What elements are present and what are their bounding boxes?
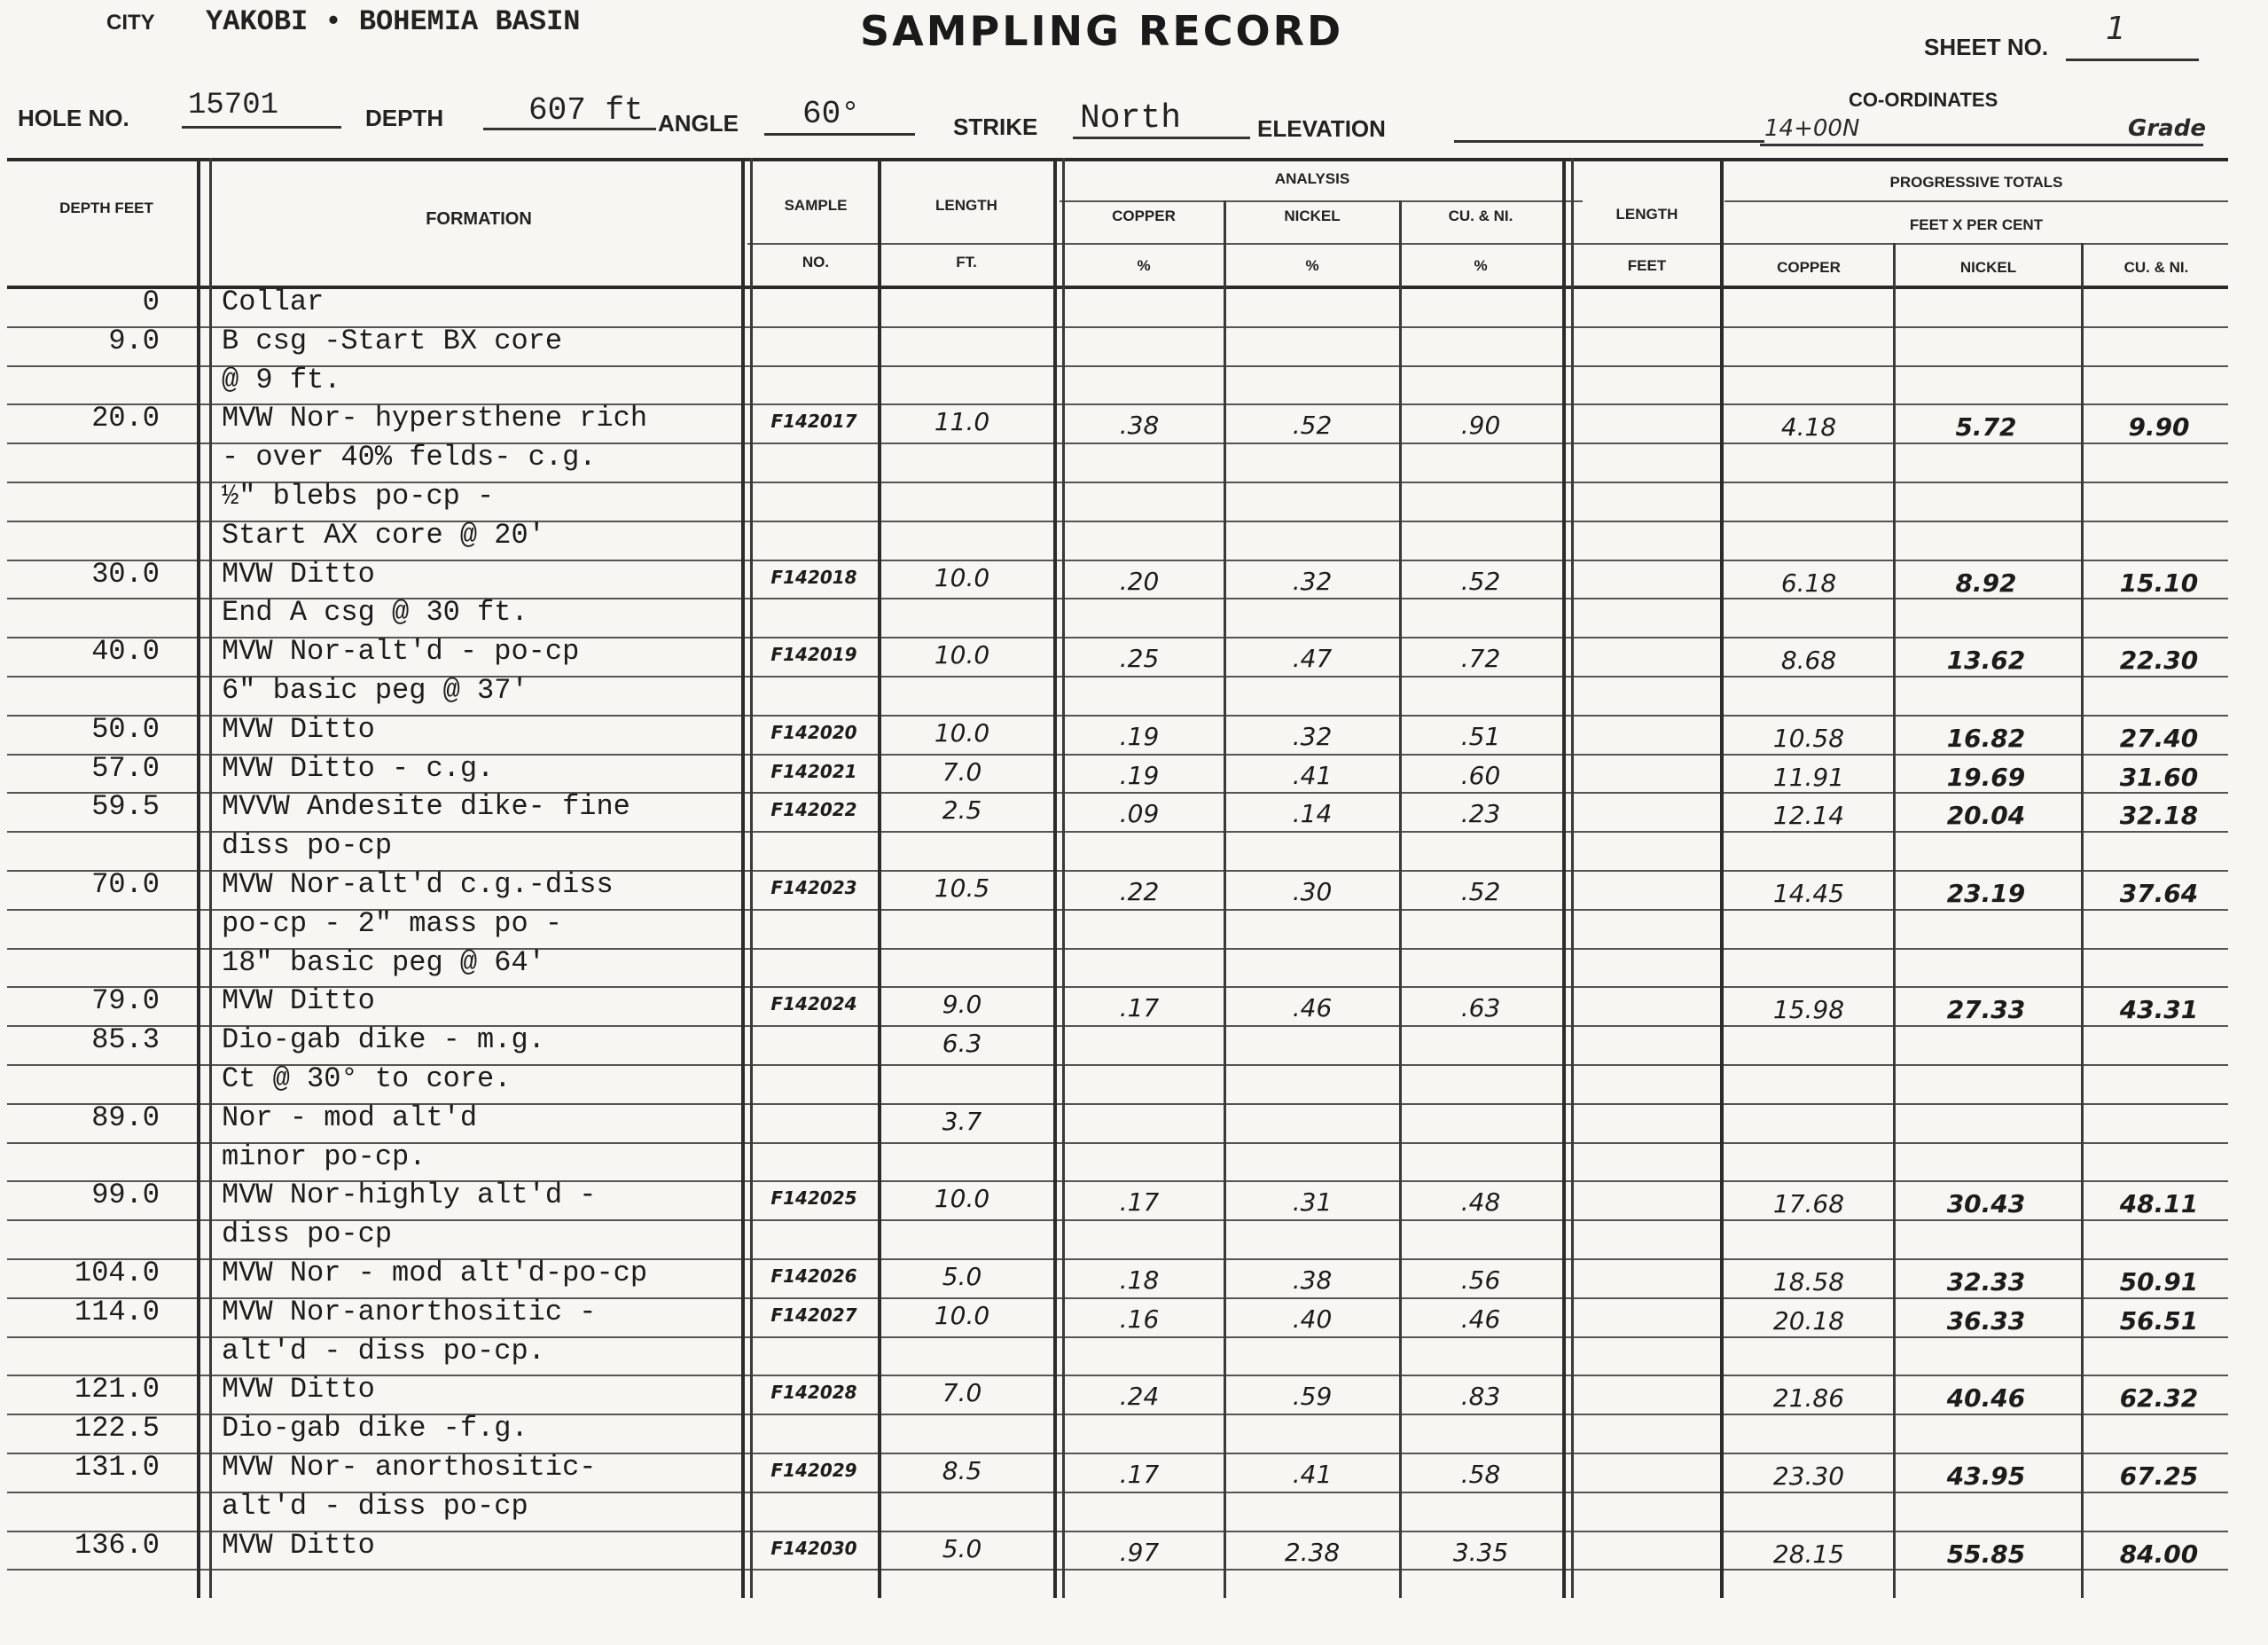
row-sample-no: F142029 bbox=[770, 1460, 857, 1481]
sheet-value: 1 bbox=[2106, 11, 2126, 47]
row-formation-line: Ct @ 30° to core. bbox=[222, 1062, 512, 1095]
row-depth: 85.3 bbox=[91, 1023, 160, 1057]
row-length: 10.0 bbox=[934, 1184, 990, 1214]
row-cuni: .90 bbox=[1460, 411, 1501, 441]
strike-underline bbox=[1073, 137, 1250, 139]
hole-value: 15701 bbox=[188, 89, 279, 122]
row-p-copper: 14.45 bbox=[1772, 879, 1845, 908]
row-p-copper: 8.68 bbox=[1780, 646, 1837, 676]
row-p-cuni: 9.90 bbox=[2128, 412, 2190, 443]
col-divider-depth-inner bbox=[209, 158, 212, 1598]
row-copper: .17 bbox=[1119, 993, 1160, 1023]
row-cuni: .52 bbox=[1460, 566, 1501, 596]
row-nickel: .30 bbox=[1292, 877, 1333, 906]
row-copper: .19 bbox=[1119, 721, 1160, 751]
sheet-underline bbox=[2066, 59, 2199, 61]
row-p-cuni: 37.64 bbox=[2119, 879, 2199, 908]
row-depth: 9.0 bbox=[108, 324, 160, 357]
row-p-cuni: 27.40 bbox=[2119, 723, 2199, 753]
row-p-nickel: 40.46 bbox=[1946, 1383, 2026, 1414]
row-length: 9.0 bbox=[942, 990, 982, 1020]
row-formation-line: MVW Nor- anorthositic- bbox=[222, 1451, 597, 1484]
hole-underline bbox=[182, 126, 341, 129]
row-nickel: .32 bbox=[1292, 566, 1333, 596]
row-p-cuni: 56.51 bbox=[2119, 1305, 2199, 1336]
row-p-copper: 15.98 bbox=[1772, 995, 1845, 1025]
row-p-copper: 6.18 bbox=[1780, 568, 1837, 598]
col-header-nickel-pct: % bbox=[1305, 257, 1319, 274]
row-cuni: 3.35 bbox=[1452, 1537, 1509, 1567]
row-formation-line: MVW Nor-anorthositic - bbox=[222, 1295, 597, 1328]
col-header-sample-no: NO. bbox=[802, 254, 830, 270]
row-depth: 114.0 bbox=[74, 1295, 160, 1328]
row-length: 5.0 bbox=[942, 1262, 982, 1291]
coordinates-value: 14+00N bbox=[1764, 115, 1860, 142]
row-depth: 79.0 bbox=[91, 984, 160, 1018]
row-p-nickel: 5.72 bbox=[1955, 412, 2017, 443]
row-copper: .97 bbox=[1119, 1537, 1160, 1567]
row-depth: 0 bbox=[142, 286, 160, 318]
col-divider-cuni-inner bbox=[1571, 158, 1574, 1598]
row-depth: 30.0 bbox=[91, 557, 160, 591]
row-p-copper: 28.15 bbox=[1772, 1539, 1845, 1569]
row-p-cuni: 48.11 bbox=[2119, 1189, 2199, 1219]
row-formation-line: MVW Nor-alt'd c.g.-diss bbox=[222, 868, 614, 901]
depth-underline bbox=[483, 128, 656, 130]
col-header-length2-feet: FEET bbox=[1627, 257, 1667, 274]
row-sample-no: F142020 bbox=[770, 721, 857, 743]
row-copper: .22 bbox=[1119, 877, 1160, 906]
row-cuni: .72 bbox=[1460, 644, 1501, 674]
col-divider-depth bbox=[197, 158, 200, 1598]
col-header-cuni-pct: % bbox=[1474, 257, 1488, 274]
row-formation-line: diss po-cp bbox=[222, 829, 393, 863]
row-p-nickel: 27.33 bbox=[1946, 995, 2026, 1025]
document-title: SAMPLING RECORD bbox=[860, 7, 1344, 55]
row-cuni: .52 bbox=[1460, 877, 1501, 906]
col-divider-copper bbox=[1224, 200, 1226, 1598]
col-divider-length bbox=[1053, 158, 1057, 1598]
row-depth: 40.0 bbox=[91, 635, 160, 669]
row-length: 5.0 bbox=[942, 1533, 982, 1563]
row-cuni: .48 bbox=[1460, 1187, 1501, 1218]
col-divider-length2 bbox=[1720, 158, 1724, 1598]
row-depth: 70.0 bbox=[91, 868, 160, 901]
row-p-cuni: 32.18 bbox=[2119, 801, 2199, 831]
row-p-nickel: 43.95 bbox=[1946, 1461, 2026, 1491]
row-depth: 57.0 bbox=[91, 751, 160, 785]
row-p-copper: 18.58 bbox=[1772, 1267, 1845, 1296]
row-sample-no: F142027 bbox=[770, 1304, 857, 1326]
col-header-sample: SAMPLE bbox=[784, 197, 848, 214]
row-nickel: .46 bbox=[1292, 993, 1333, 1023]
angle-value: 60° bbox=[802, 96, 860, 132]
row-nickel: .31 bbox=[1292, 1187, 1333, 1218]
row-formation-line: Dio-gab dike -f.g. bbox=[222, 1412, 528, 1445]
row-p-nickel: 16.82 bbox=[1946, 723, 2026, 753]
row-nickel: .47 bbox=[1292, 644, 1333, 674]
row-formation-line: alt'd - diss po-cp. bbox=[222, 1334, 545, 1367]
elevation-label: ELEVATION bbox=[1257, 115, 1386, 142]
row-length: 10.0 bbox=[934, 562, 990, 592]
row-cuni: .56 bbox=[1460, 1265, 1501, 1295]
row-p-nickel: 32.33 bbox=[1946, 1267, 2026, 1296]
row-sample-no: F142030 bbox=[770, 1537, 857, 1559]
row-sample-no: F142024 bbox=[770, 993, 857, 1015]
row-p-nickel: 36.33 bbox=[1946, 1305, 2026, 1336]
elevation-underline bbox=[1454, 140, 1764, 143]
row-formation-line: po-cp - 2" mass po - bbox=[222, 906, 563, 940]
row-sample-no: F142022 bbox=[770, 799, 857, 821]
row-formation-line: MVW Ditto bbox=[222, 1528, 375, 1562]
col-header-length2: LENGTH bbox=[1615, 206, 1678, 223]
row-p-cuni: 50.91 bbox=[2119, 1267, 2199, 1296]
row-formation-line: Collar bbox=[222, 286, 325, 318]
row-cuni: .23 bbox=[1460, 799, 1501, 829]
coordinates-underline bbox=[1760, 144, 2203, 146]
row-length: 10.0 bbox=[934, 640, 990, 670]
row-length: 10.0 bbox=[934, 1300, 990, 1330]
row-p-nickel: 19.69 bbox=[1946, 762, 2026, 792]
depth-label: DEPTH bbox=[365, 105, 444, 131]
col-divider-formation bbox=[741, 158, 745, 1598]
col-header-copper: COPPER bbox=[1112, 208, 1176, 224]
row-nickel: 2.38 bbox=[1284, 1537, 1341, 1567]
col-header-p-copper: COPPER bbox=[1777, 259, 1841, 276]
row-length: 3.7 bbox=[942, 1106, 982, 1136]
row-p-cuni: 62.32 bbox=[2119, 1383, 2199, 1414]
row-sample-no: F142021 bbox=[770, 760, 857, 782]
row-depth: 131.0 bbox=[74, 1451, 160, 1484]
row-cuni: .58 bbox=[1460, 1460, 1501, 1489]
row-sample-no: F142018 bbox=[770, 566, 857, 588]
row-length: 10.0 bbox=[934, 717, 990, 748]
col-header-copper-pct: % bbox=[1137, 257, 1151, 274]
row-copper: .19 bbox=[1119, 760, 1160, 790]
row-p-cuni: 15.10 bbox=[2119, 568, 2199, 598]
row-cuni: .83 bbox=[1460, 1382, 1501, 1412]
row-p-cuni: 67.25 bbox=[2119, 1461, 2199, 1491]
row-p-cuni: 84.00 bbox=[2119, 1539, 2199, 1569]
row-p-cuni: 43.31 bbox=[2119, 995, 2199, 1025]
row-formation-line: Nor - mod alt'd bbox=[222, 1101, 478, 1134]
row-nickel: .38 bbox=[1292, 1265, 1333, 1295]
row-copper: .09 bbox=[1119, 799, 1160, 829]
row-length: 10.5 bbox=[934, 873, 990, 903]
row-depth: 59.5 bbox=[91, 790, 160, 824]
sheet-label: SHEET NO. bbox=[1924, 34, 2049, 60]
property-value: YAKOBI • BOHEMIA BASIN bbox=[206, 5, 581, 38]
row-length: 11.0 bbox=[934, 407, 990, 437]
col-header-progressive: PROGRESSIVE TOTALS bbox=[1889, 174, 2063, 191]
angle-underline bbox=[764, 133, 915, 136]
col-header-depth: DEPTH FEET bbox=[59, 200, 153, 216]
row-p-copper: 17.68 bbox=[1772, 1189, 1845, 1219]
row-formation-line: MVW Ditto - c.g. bbox=[222, 751, 495, 785]
row-nickel: .41 bbox=[1292, 760, 1333, 790]
col-divider-pcopper bbox=[1893, 243, 1896, 1598]
row-formation-line: ½" blebs po-cp - bbox=[222, 480, 495, 513]
row-length: 6.3 bbox=[942, 1029, 982, 1059]
row-formation-line: alt'd - diss po-cp bbox=[222, 1489, 528, 1523]
row-formation-line: MVW Ditto bbox=[222, 712, 375, 746]
row-formation-line: diss po-cp bbox=[222, 1218, 393, 1251]
row-cuni: .63 bbox=[1460, 993, 1501, 1023]
depth-value: 607 ft bbox=[528, 92, 644, 129]
row-formation-line: minor po-cp. bbox=[222, 1140, 426, 1173]
row-formation-line: MVW Ditto bbox=[222, 557, 375, 591]
row-p-nickel: 23.19 bbox=[1946, 879, 2026, 908]
row-formation-line: MVW Nor-alt'd - po-cp bbox=[222, 635, 580, 669]
row-formation-line: MVW Nor-highly alt'd - bbox=[222, 1179, 597, 1212]
row-copper: .20 bbox=[1119, 566, 1160, 596]
strike-value: North bbox=[1080, 99, 1182, 137]
row-nickel: .59 bbox=[1292, 1382, 1333, 1412]
row-formation-line: MVW Nor- hypersthene rich bbox=[222, 402, 648, 435]
row-cuni: .46 bbox=[1460, 1304, 1501, 1334]
row-formation-line: MVW Ditto bbox=[222, 984, 375, 1018]
coordinates-label: CO-ORDINATES bbox=[1849, 89, 1998, 111]
row-p-copper: 20.18 bbox=[1772, 1305, 1845, 1336]
col-header-formation: FORMATION bbox=[426, 209, 532, 229]
col-header-nickel: NICKEL bbox=[1284, 208, 1341, 224]
subheader-divider bbox=[747, 243, 2228, 245]
row-p-nickel: 55.85 bbox=[1946, 1539, 2026, 1569]
row-sample-no: F142026 bbox=[770, 1265, 857, 1287]
row-formation-line: 18" basic peg @ 64' bbox=[222, 945, 545, 979]
row-sample-no: F142025 bbox=[770, 1187, 857, 1210]
row-nickel: .40 bbox=[1292, 1304, 1333, 1334]
progressive-header-divider bbox=[1724, 200, 2228, 202]
row-p-copper: 12.14 bbox=[1772, 801, 1845, 831]
row-nickel: .41 bbox=[1292, 1460, 1333, 1489]
table-top-border bbox=[7, 158, 2228, 161]
row-copper: .16 bbox=[1119, 1304, 1160, 1334]
row-nickel: .14 bbox=[1292, 799, 1333, 829]
angle-label: ANGLE bbox=[658, 110, 739, 137]
row-p-copper: 11.91 bbox=[1772, 762, 1845, 792]
row-p-copper: 21.86 bbox=[1772, 1383, 1845, 1414]
row-depth: 122.5 bbox=[74, 1412, 160, 1445]
row-formation-line: B csg -Start BX core bbox=[222, 324, 563, 357]
col-header-p-nickel: NICKEL bbox=[1959, 259, 2017, 276]
row-p-copper: 10.58 bbox=[1772, 723, 1845, 753]
row-p-copper: 23.30 bbox=[1772, 1461, 1845, 1491]
row-depth: 104.0 bbox=[74, 1257, 160, 1289]
row-cuni: .60 bbox=[1460, 760, 1501, 790]
row-p-nickel: 20.04 bbox=[1946, 801, 2026, 831]
strike-label: STRIKE bbox=[953, 114, 1038, 140]
row-formation-line: Start AX core @ 20' bbox=[222, 518, 545, 552]
row-length: 2.5 bbox=[942, 795, 982, 826]
row-formation-line: @ 9 ft. bbox=[222, 363, 341, 396]
row-sample-no: F142017 bbox=[770, 411, 857, 433]
row-depth: 20.0 bbox=[91, 402, 160, 435]
row-sample-no: F142023 bbox=[770, 877, 857, 898]
row-formation-line: MVW Nor - mod alt'd-po-cp bbox=[222, 1257, 648, 1289]
row-formation-line: End A csg @ 30 ft. bbox=[222, 596, 528, 630]
row-copper: .25 bbox=[1119, 644, 1160, 674]
row-length: 8.5 bbox=[942, 1456, 982, 1485]
col-header-length-ft: FT. bbox=[956, 254, 977, 270]
row-p-copper: 4.18 bbox=[1780, 412, 1837, 443]
col-header-length: LENGTH bbox=[935, 197, 997, 214]
row-p-nickel: 8.92 bbox=[1955, 568, 2017, 598]
row-formation-line: MVW Ditto bbox=[222, 1373, 375, 1406]
row-nickel: .52 bbox=[1292, 411, 1333, 441]
row-sample-no: F142019 bbox=[770, 644, 857, 666]
row-p-cuni: 31.60 bbox=[2119, 762, 2199, 792]
row-copper: .17 bbox=[1119, 1187, 1160, 1218]
row-length: 7.0 bbox=[942, 756, 982, 787]
row-p-cuni: 22.30 bbox=[2119, 646, 2199, 676]
row-formation-line: Dio-gab dike - m.g. bbox=[222, 1023, 545, 1057]
row-p-nickel: 30.43 bbox=[1946, 1189, 2026, 1219]
col-header-p-cuni: CU. & NI. bbox=[2123, 259, 2189, 276]
row-cuni: .51 bbox=[1460, 721, 1501, 751]
row-copper: .24 bbox=[1119, 1382, 1160, 1412]
row-formation-line: MVVW Andesite dike- fine bbox=[222, 790, 630, 824]
row-p-nickel: 13.62 bbox=[1946, 646, 2026, 676]
row-sample-no: F142028 bbox=[770, 1382, 857, 1404]
coordinates-value-2: Grade bbox=[2128, 115, 2206, 142]
col-header-feet-x-pct: FEET X PER CENT bbox=[1909, 216, 2044, 233]
row-copper: .18 bbox=[1119, 1265, 1160, 1295]
row-length: 7.0 bbox=[942, 1378, 982, 1408]
row-formation-line: 6" basic peg @ 37' bbox=[222, 674, 528, 707]
row-formation-line: - over 40% felds- c.g. bbox=[222, 441, 597, 474]
row-copper: .17 bbox=[1119, 1460, 1160, 1489]
row-depth: 99.0 bbox=[91, 1179, 160, 1212]
row-depth: 121.0 bbox=[74, 1373, 160, 1406]
row-copper: .38 bbox=[1119, 411, 1160, 441]
row-nickel: .32 bbox=[1292, 721, 1333, 751]
row-depth: 136.0 bbox=[74, 1528, 160, 1562]
property-label: CITY bbox=[106, 11, 155, 35]
row-depth: 89.0 bbox=[91, 1101, 160, 1134]
analysis-header-divider bbox=[1060, 200, 1583, 202]
col-header-analysis: ANALYSIS bbox=[1274, 170, 1350, 187]
col-divider-cuni bbox=[1562, 158, 1566, 1598]
hole-label: HOLE NO. bbox=[18, 105, 129, 131]
row-depth: 50.0 bbox=[91, 712, 160, 746]
col-header-cuni: CU. & NI. bbox=[1448, 208, 1513, 224]
col-divider-pnickel bbox=[2081, 243, 2084, 1598]
